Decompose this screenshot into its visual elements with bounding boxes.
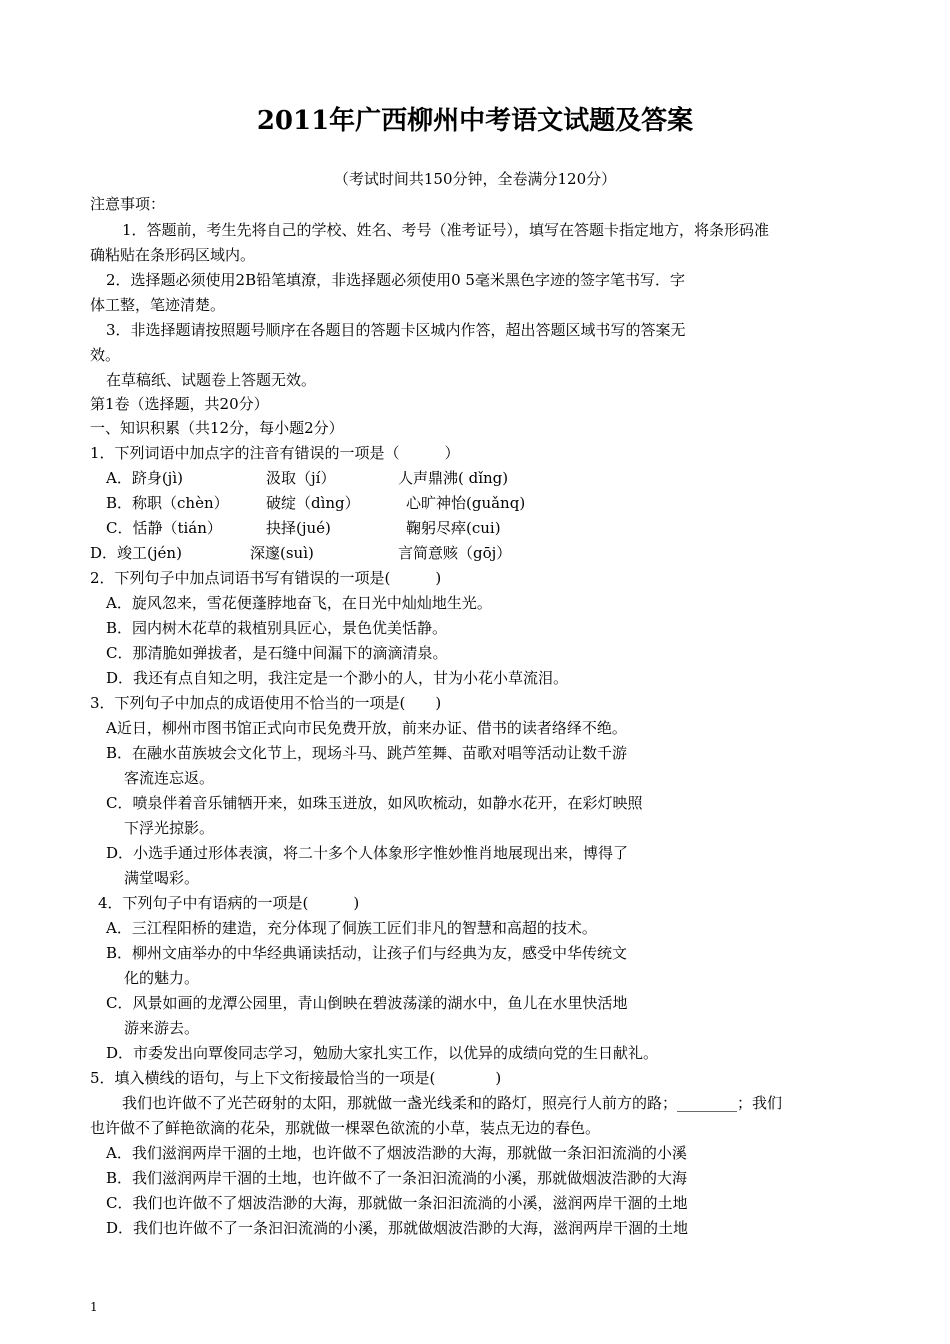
option-b-cont: 化的魅力。 [124, 969, 200, 987]
option-part: A．跻身(jì) [106, 469, 183, 487]
question-stem: 4．下列句子中有语病的一项是( ) [98, 894, 360, 912]
notice-line: 确粘贴在条形码区域内。 [90, 246, 256, 264]
option-part: D．竣工(jén) [90, 544, 182, 562]
question-stem: 1．下列词语中加点字的注音有错误的一项是（ ） [90, 444, 460, 462]
option-c [106, 518, 501, 538]
option-part: 鞠躬尽瘁(cui) [406, 519, 501, 537]
option-d-cont: 满堂喝彩。 [124, 869, 200, 887]
option-b [106, 493, 525, 513]
exam-info: （考试时间共150分钟，全卷满分120分） [333, 170, 617, 188]
option-b-cont: 客流连忘返。 [124, 769, 215, 787]
option-b: B．柳州文庙举办的中华经典诵读括动，让孩子们与经典为友，感受中华传统文 [106, 944, 628, 962]
option-d [90, 543, 511, 563]
option-part: 破绽（dìng） [266, 494, 360, 512]
option-a: A．三江程阳桥的建造，充分体现了侗族工匠们非凡的智慧和高超的技术。 [106, 919, 597, 937]
notice-line: 体工整，笔迹清楚。 [90, 296, 226, 314]
option-c-cont: 游来游去。 [124, 1019, 200, 1037]
notice-line: 1．答题前，考生先将自己的学校、姓名、考号（准考证号），填写在答题卡指定地方，将条形码准 [122, 221, 770, 239]
notice-line: 2．选择题必须使用2B铅笔填潦，非选择题必须使用0 5毫米黑色字迹的签字笔书写．字 [106, 271, 685, 289]
option-part: B．称职（chèn） [106, 494, 229, 512]
option-d: D．我还有点自知之明，我注定是一个渺小的人，甘为小花小草流泪。 [106, 669, 569, 687]
option-d: D．我们也许做不了一条汩汩流淌的小溪，那就做烟波浩渺的大海，滋润两岸干涸的土地 [106, 1219, 689, 1237]
option-c: C．那清脆如弹拔者，是石缝中间漏下的滴滴清泉。 [106, 644, 448, 662]
option-b: B．在融水苗族坡会文化节上，现场斗马、跳芦笙舞、苗歌对唱等活动让数千游 [106, 744, 628, 762]
notice-line: 在草稿纸、试题卷上答题无效。 [106, 371, 317, 389]
notice-line: 3．非选择题请按照题号顺序在各题目的答题卡区城内作答，超出答题区域书写的答案无 [106, 321, 686, 339]
page-number: 1 [90, 1300, 98, 1314]
option-part: 人声鼎沸( dǐng) [398, 469, 509, 487]
question-stem: 5．填入横线的语句，与上下文衔接最恰当的一项是( ) [90, 1069, 502, 1087]
option-c-cont: 下浮光掠影。 [124, 819, 215, 837]
option-b: B．我们滋润两岸干涸的土地，也许做不了一条汩汩流淌的小溪，那就做烟波浩渺的大海 [106, 1169, 688, 1187]
option-part: 言简意赅（gōj） [398, 544, 512, 562]
option-part: 抉择(jué) [266, 519, 331, 537]
option-part: C．恬静（tián） [106, 519, 222, 537]
option-c: C．风景如画的龙潭公园里，青山倒映在碧波荡漾的湖水中，鱼儿在水里快活地 [106, 994, 628, 1012]
option-a: A近日，柳州市图书馆正式向市民免费开放，前来办证、借书的读者络绎不绝。 [106, 719, 627, 737]
option-c: C．喷泉伴着音乐铺牺开来，如珠玉迸放，如风吹梳动，如静水花开，在彩灯映照 [106, 794, 643, 812]
option-part: 汲取（jí） [266, 469, 336, 487]
page-title: 2011年广西柳州中考语文试题及答案 [256, 106, 694, 136]
option-d: D．市委发出向覃俊同志学习，勉励大家扎实工作，以优异的成绩向党的生日献礼。 [106, 1044, 659, 1062]
option-a [106, 468, 508, 488]
notice-line: 效。 [90, 346, 121, 364]
notice-heading: 注意事项： [90, 195, 166, 213]
section-heading: 第1卷（选择题，共20分） [90, 395, 269, 413]
option-part: 深邃(suì) [250, 544, 314, 562]
option-a: A．旋风忽来，雪花便蓬脖地奋飞，在日光中灿灿地生光。 [106, 594, 492, 612]
passage-line: 也许做不了鲜艳欲滴的花朵，那就做一棵翠色欲流的小草，装点无边的春色。 [90, 1119, 601, 1137]
option-c: C．我们也许做不了烟波浩渺的大海，那就做一条汩汩流淌的小溪，滋润两岸干涸的土地 [106, 1194, 688, 1212]
question-stem: 2．下列句子中加点词语书写有错误的一项是( ) [90, 569, 442, 587]
option-part: 心旷神怡(guǎnq) [406, 494, 526, 512]
question-stem: 3．下列句子中加点的成语使用不恰当的一项是( ) [90, 694, 442, 712]
option-b: B．园内树木花草的栽植别具匠心，景色优美恬静。 [106, 619, 448, 637]
option-d: D．小选手通过形体表演，将二十多个人体象形字惟妙惟肖地展现出来，博得了 [106, 844, 629, 862]
part-heading: 一、知识积累（共12分，每小题2分） [90, 419, 344, 437]
passage-line: 我们也许做不了光芒砑射的太阳，那就做一盏光线柔和的路灯，照亮行人前方的路；________；我们 [122, 1094, 783, 1112]
option-a: A．我们滋润两岸干涸的土地，也许做不了烟波浩渺的大海，那就做一条汩汩流淌的小溪 [106, 1144, 687, 1162]
